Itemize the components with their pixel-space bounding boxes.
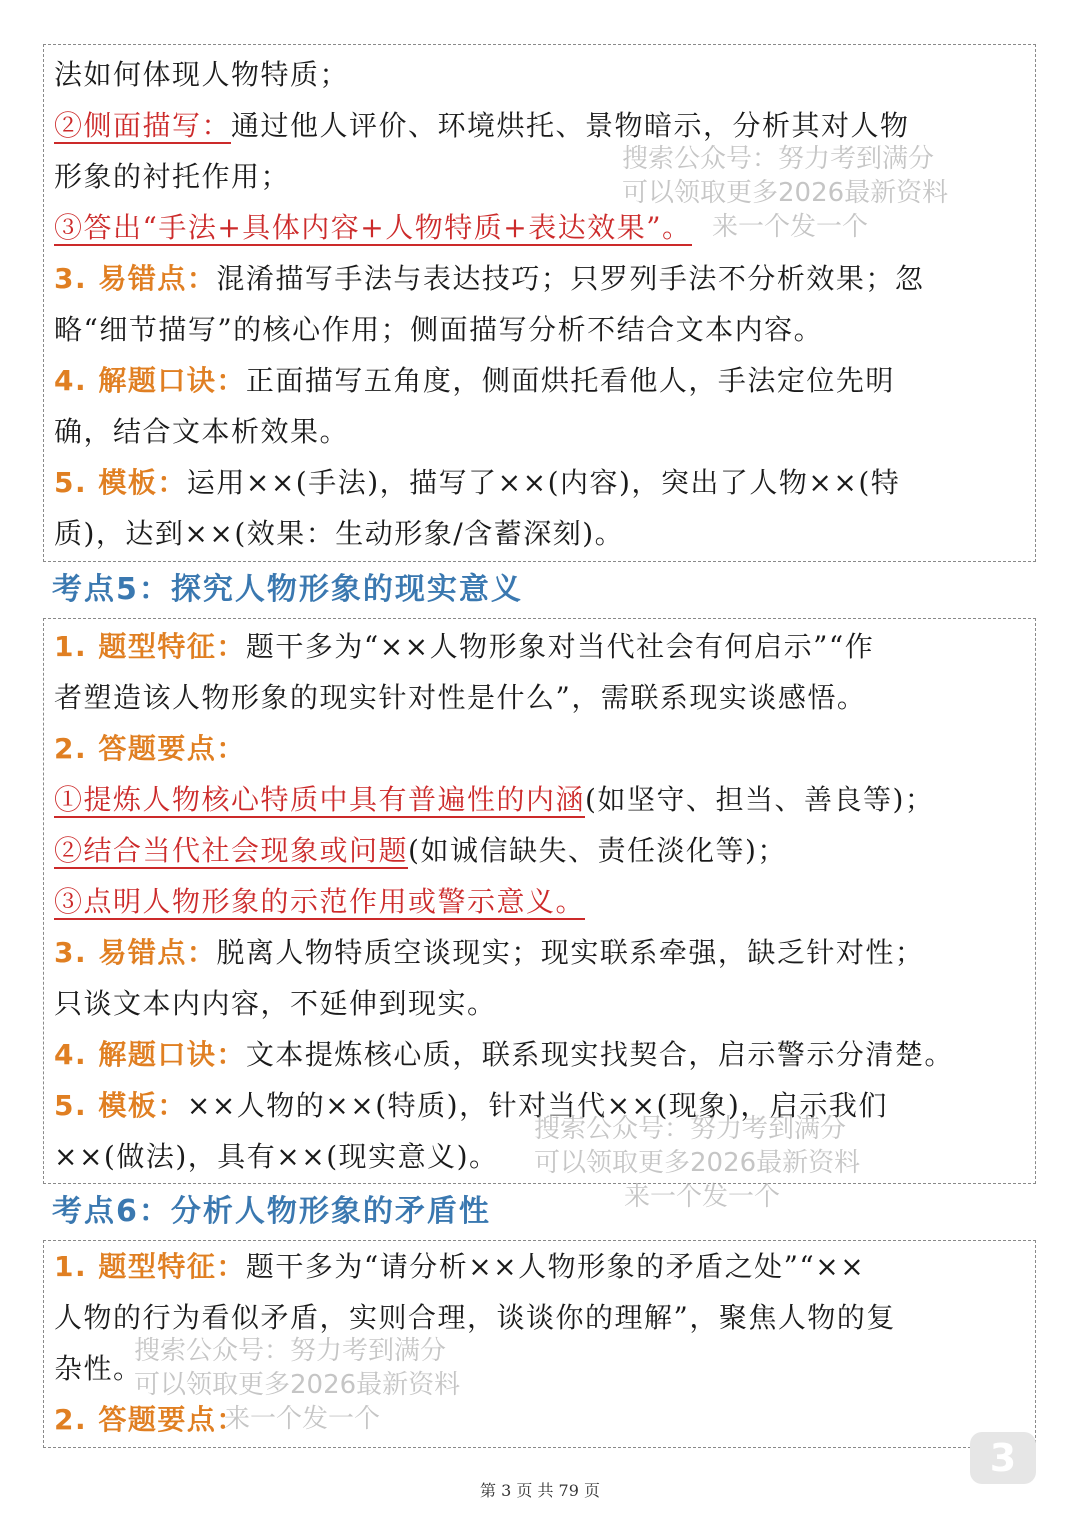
item-label: 5. 模板： (54, 466, 187, 499)
page-number-badge: 3 (970, 1432, 1036, 1484)
text-line: 4. 解题口诀：文本提炼核心质，联系现实找契合，启示警示分清楚。 (54, 1038, 954, 1071)
item-label: 4. 解题口诀： (54, 1038, 246, 1071)
key-point-underlined: ②侧面描写： (54, 109, 232, 142)
text-line: 4. 解题口诀：正面描写五角度，侧面烘托看他人，手法定位先明 (54, 364, 895, 397)
watermark: 搜索公众号：努力考到满分 可以领取更多2026最新资料 来一个发一个 (534, 1114, 861, 1212)
text-line (54, 876, 1027, 927)
text-line: 3. 易错点：混淆描写手法与表达技巧；只罗列手法不分析效果；忽 (54, 262, 925, 295)
section-heading-5: 考点5：探究人物形象的现实意义 (52, 572, 523, 607)
watermark: 搜索公众号：努力考到满分 可以领取更多2026最新资料 来一个发一个 (134, 1336, 461, 1434)
text-line (54, 723, 1027, 774)
item-label: 4. 解题口诀： (54, 364, 246, 397)
section-box-4-continued (43, 44, 1036, 562)
key-point-underlined: ③点明人物形象的示范作用或警示意义。 (54, 885, 586, 918)
key-point-underlined: ①提炼人物核心特质中具有普遍性的内涵 (54, 783, 586, 816)
item-label: 5. 模板： (54, 1089, 187, 1122)
text-line: 略“细节描写”的核心作用；侧面描写分析不结合文本内容。 (54, 313, 824, 346)
text-line: 3. 易错点：脱离人物特质空谈现实；现实联系牵强，缺乏针对性； (54, 936, 925, 969)
key-point-underlined: ③答出“手法+具体内容+人物特质+表达效果”。 (54, 211, 692, 244)
item-label: 3. 易错点： (54, 262, 217, 295)
text-line: ②侧面描写：通过他人评价、环境烘托、景物暗示，分析其对人物 (54, 109, 910, 142)
text-line: 者塑造该人物形象的现实针对性是什么”，需联系现实谈感悟。 (54, 681, 867, 714)
text-line: 确，结合文本析效果。 (54, 415, 350, 448)
item-label: 1. 题型特征： (54, 630, 246, 663)
text-line (54, 202, 1027, 253)
text-line: ××(做法)，具有××(现实意义)。 (54, 1140, 499, 1173)
item-label: 2. 答题要点： (54, 1403, 246, 1436)
text-line: ①提炼人物核心特质中具有普遍性的内涵(如坚守、担当、善良等)； (54, 783, 935, 816)
text-line: 5. 模板：××人物的××(特质)，针对当代××(现象)，启示我们 (54, 1089, 888, 1122)
text-line: 形象的衬托作用； (54, 160, 291, 193)
text-line: 法如何体现人物特质； (54, 58, 350, 91)
section-box-5 (43, 618, 1036, 1184)
text-line: 质)，达到××(效果：生动形象/含蓄深刻)。 (54, 517, 625, 550)
item-label: 1. 题型特征： (54, 1250, 246, 1283)
text-line: 5. 模板：运用××(手法)，描写了××(内容)，突出了人物××(特 (54, 466, 901, 499)
item-label: 3. 易错点： (54, 936, 217, 969)
text-line (54, 1394, 1027, 1445)
item-label: 2. 答题要点： (54, 732, 246, 765)
page-footer: 第 3 页 共 79 页 (480, 1481, 600, 1500)
text-line: 杂性。 (54, 1352, 143, 1385)
section-heading-6: 考点6：分析人物形象的矛盾性 (52, 1194, 491, 1229)
text-line: 只谈文本内内容，不延伸到现实。 (54, 987, 497, 1020)
text-line: 人物的行为看似矛盾，实则合理，谈谈你的理解”，聚焦人物的复 (54, 1301, 896, 1334)
text-line: ②结合当代社会现象或问题(如诚信缺失、责任淡化等)； (54, 834, 787, 867)
text-line: 1. 题型特征：题干多为“××人物形象对当代社会有何启示”“作 (54, 630, 875, 663)
section-box-6 (43, 1240, 1036, 1448)
key-point-underlined: ②结合当代社会现象或问题 (54, 834, 409, 867)
watermark: 搜索公众号：努力考到满分 可以领取更多2026最新资料 来一个发一个 (622, 144, 949, 242)
text-line: 1. 题型特征：题干多为“请分析××人物形象的矛盾之处”“×× (54, 1250, 866, 1283)
